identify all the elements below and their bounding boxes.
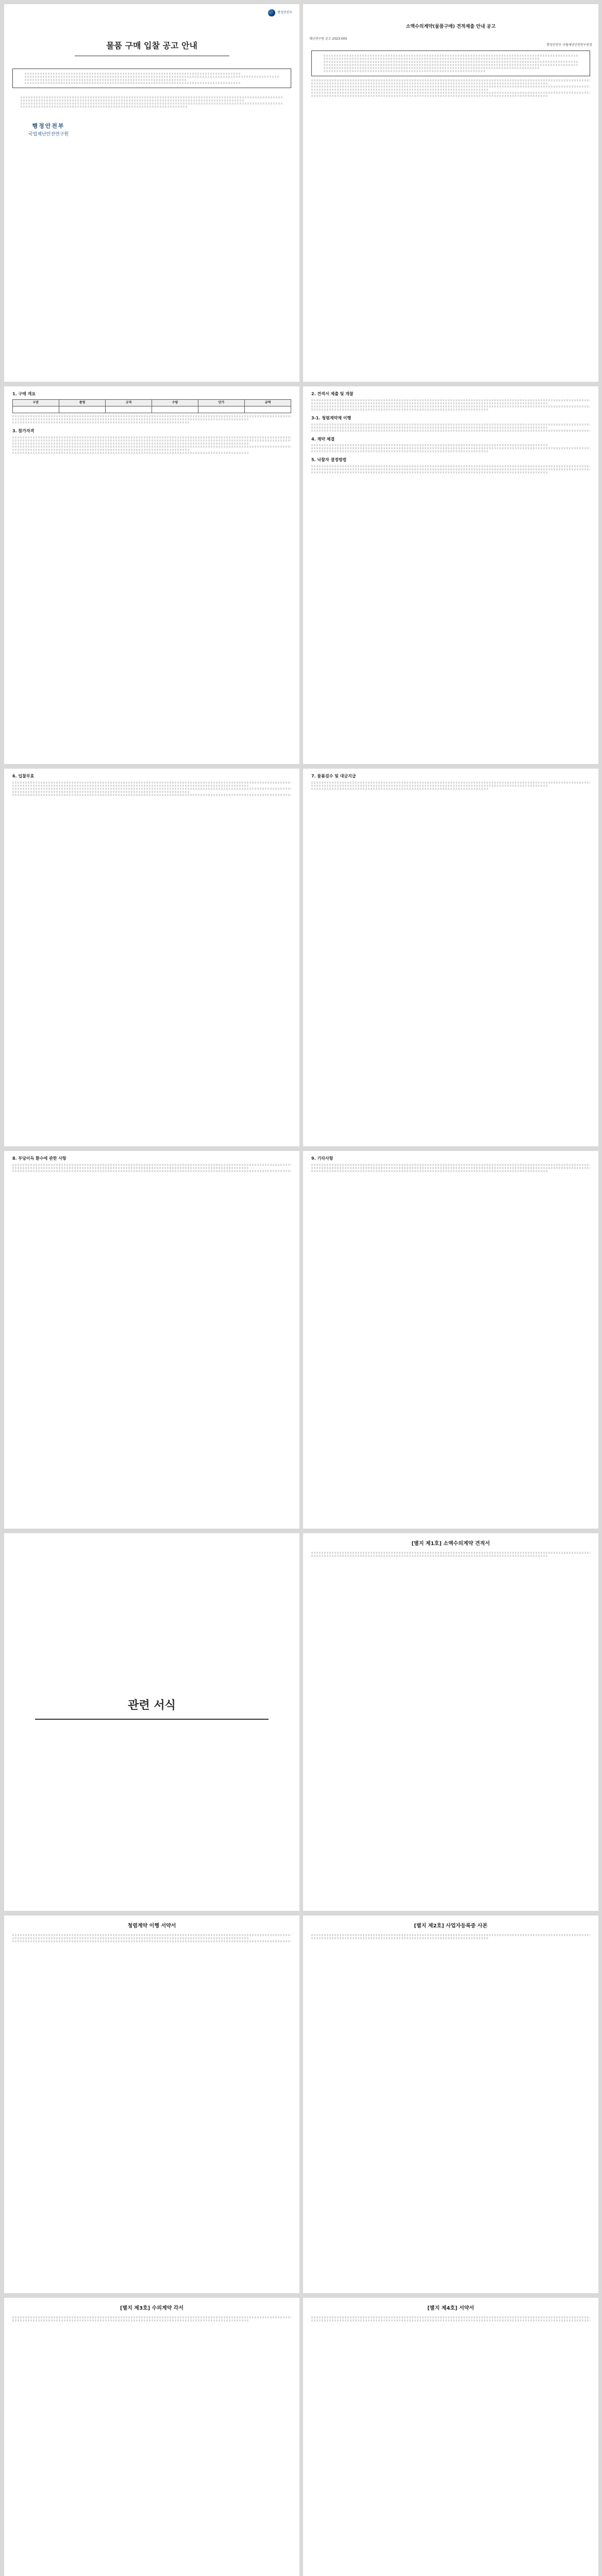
document-page-4 [303, 386, 598, 764]
document-page-7 [4, 1151, 299, 1529]
document-page-14 [303, 2298, 598, 2576]
form-title: [별지 제1호] 소액수의계약 견적서 [411, 1541, 490, 1547]
form-title: [별지 제2호] 사업자등록증 사본 [414, 1923, 488, 1929]
document-page-10 [303, 1533, 598, 1911]
notice-summary-box [12, 69, 291, 88]
logo-text: 행정안전부 [277, 10, 292, 14]
document-page-1 [4, 4, 299, 382]
form-title: [별지 제3호] 수의계약 각서 [120, 2306, 184, 2311]
document-page-8 [303, 1151, 598, 1529]
section-heading: 3. 참가자격 [12, 428, 35, 433]
agency-mark [12, 123, 85, 138]
table-header: 단가 [198, 399, 245, 406]
section-heading: 6. 입찰무효 [12, 774, 35, 778]
section-heading: 3-1. 청렴계약제 이행 [311, 415, 352, 420]
page-title: 물품 구매 입찰 공고 안내 [106, 41, 197, 50]
table-header: 금액 [245, 399, 291, 406]
document-page-5 [4, 769, 299, 1146]
agency-emblem-icon [268, 9, 275, 16]
related-divider [35, 1719, 269, 1720]
section-heading: 8. 부당이득 환수에 관한 사항 [12, 1156, 66, 1161]
form-title: [별지 제4호] 서약서 [427, 2306, 474, 2311]
document-page-3 [4, 386, 299, 764]
document-page-2 [303, 4, 598, 382]
document-page-6 [303, 769, 598, 1146]
notice-number: 재난연구원 공고 2023-000 [309, 37, 347, 41]
table-header: 규격 [106, 399, 152, 406]
section-heading: 4. 계약 체결 [311, 436, 335, 442]
section-heading: 9. 기타사항 [311, 1156, 333, 1161]
table-header: 수량 [152, 399, 198, 406]
section-heading: 5. 낙찰자 결정방법 [311, 457, 347, 463]
agency-logo [268, 9, 292, 16]
document-page-9 [4, 1533, 299, 1911]
section-heading: 1. 구매 개요 [12, 392, 36, 396]
table-header: 구분 [13, 399, 59, 406]
notice-issuer: 행정안전부 국립재난안전연구원장 [546, 43, 592, 47]
agency-subname: 국립재난안전연구원 [28, 131, 69, 137]
document-page-12 [303, 1916, 598, 2293]
notice-title: 소액수의계약(물품구매) 견적제출 안내 공고 [406, 24, 496, 29]
form-title: 청렴계약 이행 서약서 [127, 1923, 176, 1929]
purchase-table [12, 399, 291, 413]
related-forms-title: 관련 서식 [128, 1699, 176, 1712]
table-header: 품명 [59, 399, 106, 406]
section-heading: 7. 물품검수 및 대금지급 [311, 774, 356, 778]
document-page-13 [4, 2298, 299, 2576]
section-heading: 2. 견적서 제출 및 개찰 [311, 392, 354, 396]
agency-name: 행정안전부 [32, 123, 65, 129]
contract-overview-box [311, 50, 590, 76]
document-page-11 [4, 1916, 299, 2293]
